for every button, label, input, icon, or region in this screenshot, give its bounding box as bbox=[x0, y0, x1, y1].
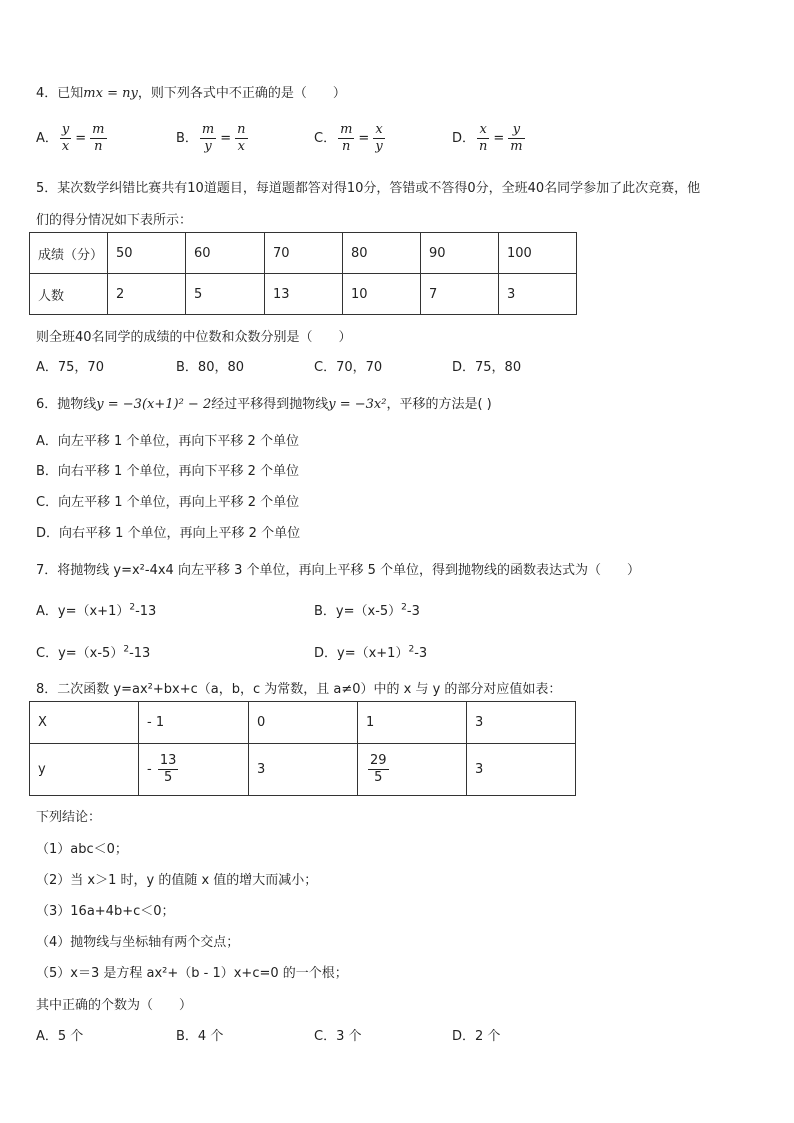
q4-fraction-num: n bbox=[237, 122, 246, 137]
q8-fraction-num: 13 bbox=[159, 753, 177, 768]
q5-cell: 3 bbox=[499, 274, 577, 315]
q8-fraction-den: 5 bbox=[163, 770, 173, 785]
q4-fraction-den: n bbox=[342, 139, 351, 154]
q5-table-row-count bbox=[30, 274, 577, 315]
q4-equals-sign: = bbox=[493, 131, 505, 146]
q8-fraction bbox=[368, 753, 389, 786]
q6-stem-pre: 6．抛物线 bbox=[36, 397, 97, 412]
q8-value-table bbox=[29, 701, 576, 796]
q8-conclusions-title: 下列结论： bbox=[36, 810, 102, 825]
q4-fraction-den: n bbox=[94, 139, 103, 154]
q7-option-d-exp: 2 bbox=[408, 644, 415, 655]
q8-table-row-x bbox=[30, 702, 576, 744]
q7-option-d bbox=[314, 642, 427, 661]
q4-fraction-right bbox=[373, 122, 384, 155]
q5-cell: 人数 bbox=[30, 274, 108, 315]
q8-conclusion-5: （5）x＝3 是方程 ax²+（b - 1）x+c=0 的一个根； bbox=[36, 966, 348, 981]
q4-fraction-num: m bbox=[340, 122, 353, 137]
q8-cell: X bbox=[30, 702, 139, 744]
q4-stem-post: ，则下列各式中不正确的是（ ） bbox=[137, 86, 346, 101]
q4-fraction-den: x bbox=[237, 139, 246, 154]
q7-option-c bbox=[36, 642, 150, 661]
q8-fraction bbox=[158, 753, 179, 786]
q4-fraction-left bbox=[60, 122, 71, 155]
q4-fraction-num: y bbox=[61, 122, 70, 137]
q8-conclusion-3: （3）16a+4b+c＜0； bbox=[36, 904, 175, 919]
q7-stem: 7．将抛物线 y=x²-4x4 向左平移 3 个单位，再向上平移 5 个单位，得到抛物线的函数表达式为（ ） bbox=[36, 563, 641, 578]
q4-stem-math: mx = ny bbox=[83, 86, 138, 101]
q8-conclusion-1: （1）abc＜0； bbox=[36, 842, 128, 857]
q5-table-row-score bbox=[30, 233, 577, 274]
q4-fraction-num: x bbox=[373, 122, 384, 139]
q8-cell: 3 bbox=[249, 744, 358, 796]
q6-stem-math2: y = −3x² bbox=[328, 397, 387, 412]
q4-fraction-left bbox=[477, 122, 489, 155]
q5-option-d: D．75，80 bbox=[452, 360, 522, 375]
q6-stem-math1: y = −3(x+1)² − 2 bbox=[96, 397, 212, 412]
q4-fraction-num: m bbox=[92, 122, 105, 137]
q8-cell: 3 bbox=[467, 702, 576, 744]
q8-question: 其中正确的个数为（ ） bbox=[36, 998, 193, 1013]
q4-fraction-right bbox=[235, 122, 247, 155]
q4-option-a bbox=[36, 122, 109, 155]
q8-sign: - bbox=[147, 762, 152, 777]
q4-option-c bbox=[314, 122, 387, 155]
q8-table-row-y bbox=[30, 744, 576, 796]
q4-option-label: D． bbox=[452, 131, 476, 146]
q4-option-label: C． bbox=[314, 131, 337, 146]
q7-option-b-label: B．y=（x-5） bbox=[314, 604, 402, 619]
q6-option-b: B．向右平移 1 个单位，再向下平移 2 个单位 bbox=[36, 464, 299, 479]
q4-fraction-num: x bbox=[477, 122, 489, 139]
q8-option-c: C．3 个 bbox=[314, 1029, 362, 1044]
q8-option-b: B．4 个 bbox=[176, 1029, 224, 1044]
q4-fraction-num: y bbox=[508, 122, 524, 139]
q4-fraction-den: m bbox=[510, 139, 523, 154]
q8-cell: y bbox=[30, 744, 139, 796]
q4-equals-sign: = bbox=[358, 131, 370, 146]
q8-cell: 1 bbox=[358, 702, 467, 744]
q4-fraction-right bbox=[90, 122, 106, 155]
q7-option-a bbox=[36, 600, 156, 619]
q7-option-b-tail: -3 bbox=[406, 604, 420, 619]
q4-fraction-den: n bbox=[479, 139, 488, 154]
q7-option-b bbox=[314, 600, 420, 619]
q5-cell: 100 bbox=[499, 233, 577, 274]
q6-option-a: A．向左平移 1 个单位，再向下平移 2 个单位 bbox=[36, 434, 299, 449]
q4-equals-sign: = bbox=[75, 131, 87, 146]
q4-equals-sign: = bbox=[220, 131, 232, 146]
q4-option-d bbox=[452, 122, 527, 155]
q5-option-c: C．70，70 bbox=[314, 360, 383, 375]
q8-fraction-num: 29 bbox=[370, 753, 387, 768]
q7-option-d-tail: -3 bbox=[414, 646, 428, 661]
q8-conclusion-2: （2）当 x＞1 时，y 的值随 x 值的增大而减小； bbox=[36, 873, 318, 888]
q8-cell: 0 bbox=[249, 702, 358, 744]
q7-option-b-exp: 2 bbox=[401, 602, 407, 613]
q4-fraction-num: m bbox=[201, 122, 215, 137]
q4-stem-pre: 4．已知 bbox=[36, 86, 84, 101]
q5-cell: 90 bbox=[421, 233, 499, 274]
q6-option-d: D．向右平移 1 个单位，再向上平移 2 个单位 bbox=[36, 526, 301, 541]
q7-option-c-label: C．y=（x-5） bbox=[36, 646, 124, 661]
q4-fraction-den: y bbox=[375, 139, 383, 154]
q4-option-label: A． bbox=[36, 131, 58, 146]
q7-option-c-exp: 2 bbox=[123, 644, 130, 655]
q5-cell: 70 bbox=[265, 233, 343, 274]
q6-stem-mid: 经过平移得到抛物线 bbox=[211, 397, 329, 412]
q5-cell: 13 bbox=[265, 274, 343, 315]
q7-option-a-label: A．y=（x+1） bbox=[36, 604, 130, 619]
q5-question: 则全班40名同学的成绩的中位数和众数分别是（ ） bbox=[36, 330, 352, 345]
q6-stem-post: ，平移的方法是( ) bbox=[386, 397, 492, 412]
q5-score-table bbox=[29, 232, 577, 315]
q4-stem bbox=[36, 82, 346, 101]
q8-cell: - 1 bbox=[139, 702, 249, 744]
q7-option-a-exp: 2 bbox=[129, 602, 136, 613]
q7-option-c-tail: -13 bbox=[129, 646, 151, 661]
q8-cell-fraction bbox=[139, 744, 249, 796]
q8-cell: 3 bbox=[467, 744, 576, 796]
q8-fraction-den: 5 bbox=[374, 770, 383, 785]
q7-option-a-tail: -13 bbox=[135, 604, 157, 619]
q8-option-a: A．5 个 bbox=[36, 1029, 84, 1044]
q5-cell: 5 bbox=[186, 274, 265, 315]
q4-fraction-den: x bbox=[61, 139, 70, 154]
q4-fraction-left bbox=[338, 122, 354, 155]
q5-stem-line2: 们的得分情况如下表所示： bbox=[36, 213, 193, 228]
q4-fraction-left bbox=[200, 122, 216, 155]
q5-cell: 成绩（分） bbox=[30, 233, 108, 274]
q4-fraction-den: y bbox=[204, 139, 212, 154]
q5-cell: 80 bbox=[343, 233, 421, 274]
q4-option-label: B． bbox=[176, 131, 198, 146]
q5-cell: 50 bbox=[108, 233, 186, 274]
q4-fraction-right bbox=[508, 122, 524, 155]
q5-option-b: B．80，80 bbox=[176, 360, 245, 375]
q7-option-d-label: D．y=（x+1） bbox=[314, 646, 409, 661]
q6-option-c: C．向左平移 1 个单位，再向上平移 2 个单位 bbox=[36, 495, 300, 510]
q8-cell-fraction bbox=[358, 744, 467, 796]
q8-stem: 8．二次函数 y=ax²+bx+c（a，b，c 为常数，且 a≠0）中的 x 与 y 的部分对应值如表： bbox=[36, 682, 562, 697]
q5-cell: 10 bbox=[343, 274, 421, 315]
q5-cell: 60 bbox=[186, 233, 265, 274]
q8-conclusion-4: （4）抛物线与坐标轴有两个交点； bbox=[36, 935, 240, 950]
q5-cell: 7 bbox=[421, 274, 499, 315]
q4-option-b bbox=[176, 122, 250, 155]
q8-option-d: D．2 个 bbox=[452, 1029, 501, 1044]
q6-stem bbox=[36, 393, 492, 412]
q5-cell: 2 bbox=[108, 274, 186, 315]
q5-option-a: A．75，70 bbox=[36, 360, 104, 375]
q5-stem-line1: 5．某次数学纠错比赛共有10道题目，每道题都答对得10分，答错或不答得0分，全班40名同学参加了此次竞赛，他 bbox=[36, 181, 701, 196]
